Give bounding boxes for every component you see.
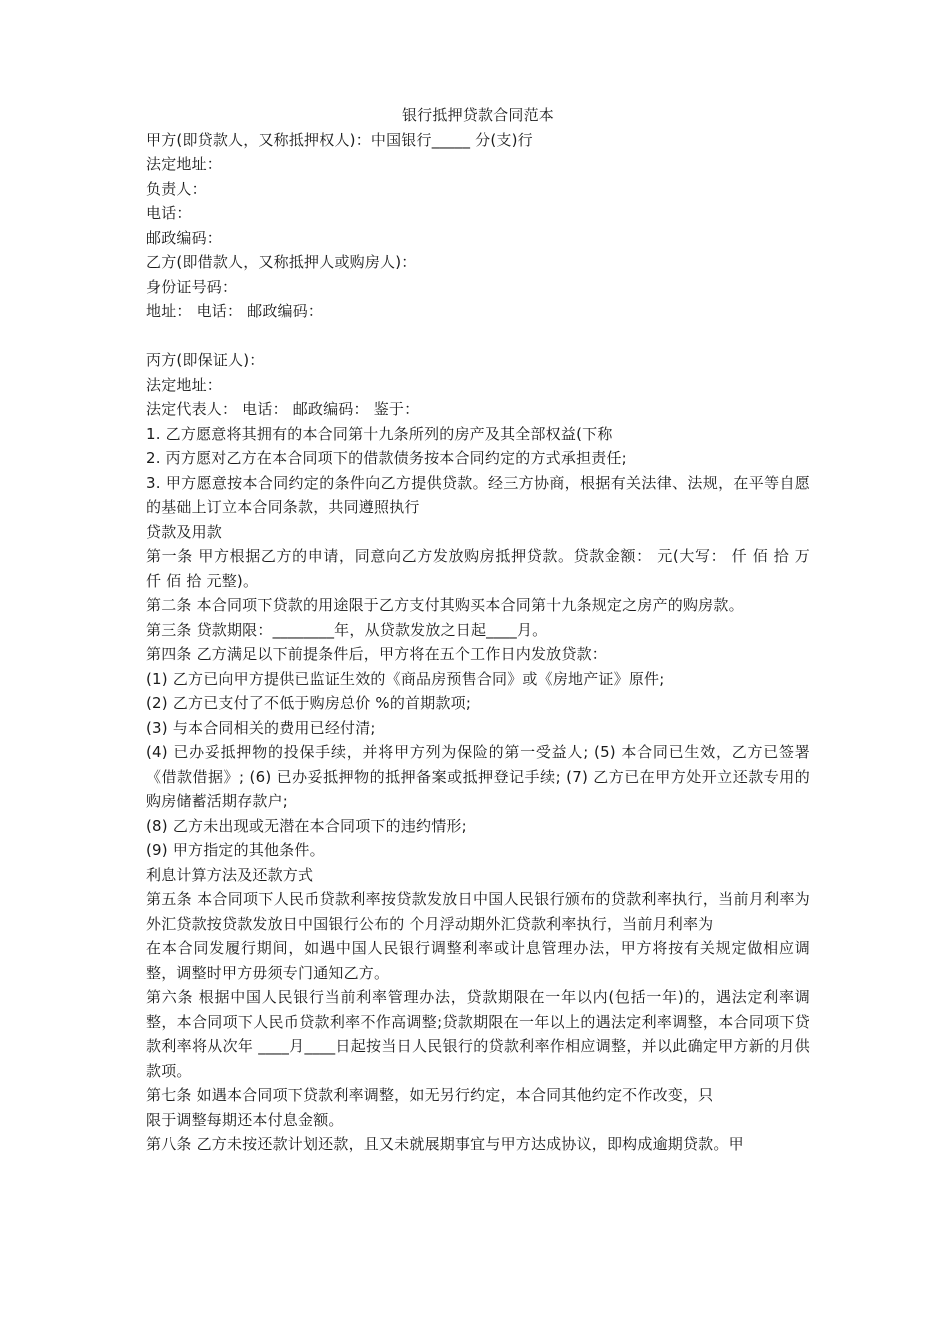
party-a-postcode: 邮政编码： (146, 228, 223, 247)
document-body (146, 103, 810, 1157)
whereas-item: 1. 乙方愿意将其拥有的本合同第十九条所列的房产及其全部权益(下称 (146, 424, 613, 443)
condition-item: (9) 甲方指定的其他条件。 (146, 841, 325, 859)
section-heading-interest: 利息计算方法及还款方式 (146, 865, 314, 884)
condition-item: (4) 已办妥抵押物的投保手续，并将甲方列为保险的第一受益人; (5) 本合同已生效，乙方已签署《借款借据》; (6) 已办妥抵押物的抵押备案或抵押登记手续; (7) 乙方已在甲方处开立还款专用的购房储蓄活期存款户; (146, 743, 810, 810)
section-heading-loan: 贷款及用款 (146, 522, 223, 541)
article-5: 第五条 本合同项下人民币贷款利率按贷款发放日中国人民银行颁布的贷款利率执行，当前月利率为 外汇贷款按贷款发放日中国银行公布的 个月浮动期外汇贷款利率执行，当前月利率为 (146, 890, 810, 933)
party-c-contact: 法定代表人： 电话： 邮政编码： 鉴于： (146, 400, 420, 418)
party-b-block (146, 250, 810, 324)
spacer (146, 324, 810, 349)
party-b-line: 乙方(即借款人，又称抵押人或购房人)： (146, 253, 417, 271)
party-a-line: 甲方(即贷款人，又称抵押权人)：中国银行_____ 分(支)行 (146, 130, 533, 149)
condition-item: (8) 乙方未出现或无潜在本合同项下的违约情形; (146, 816, 467, 835)
party-c-address: 法定地址： (146, 375, 223, 394)
condition-item: (3) 与本合同相关的费用已经付清; (146, 718, 376, 737)
article-7-continued: 限于调整每期还本付息金额。 (146, 1110, 344, 1129)
article-7: 第七条 如遇本合同项下贷款利率调整，如无另行约定，本合同其他约定不作改变，只 (146, 1086, 714, 1104)
party-b-contact: 地址： 电话： 邮政编码： (146, 302, 324, 320)
condition-item: (2) 乙方已支付了不低于购房总价 %的首期款项; (146, 694, 472, 712)
party-b-id: 身份证号码： (146, 277, 238, 296)
whereas-block (146, 422, 810, 520)
article-4: 第四条 乙方满足以下前提条件后，甲方将在五个工作日内发放贷款： (146, 645, 607, 663)
party-c-block (146, 348, 810, 422)
document-title: 银行抵押贷款合同范本 (401, 106, 554, 124)
article-6: 第六条 根据中国人民银行当前利率管理办法，贷款期限在一年以内(包括一年)的，遇法定利率调整，本合同项下人民币贷款利率不作高调整;贷款期限在一年以上的遇法定利率调整，本合同项下贷款利率将从次年 ____月____日起按当日人民银行的贷款利率作相应调整，并以此确定甲方新的月供款项。 (146, 988, 810, 1080)
article-5-continued: 在本合同发履行期间，如遇中国人民银行调整利率或计息管理办法，甲方将按有关规定做相应调整，调整时甲方毋须专门通知乙方。 (146, 939, 810, 982)
party-a-phone: 电话： (146, 204, 192, 222)
article-2: 第二条 本合同项下贷款的用途限于乙方支付其购买本合同第十九条规定之房产的购房款。 (146, 596, 744, 614)
article-3: 第三条 贷款期限：________年，从贷款发放之日起____月。 (146, 620, 548, 639)
conditions-list (146, 667, 810, 863)
article-1: 第一条 甲方根据乙方的申请，同意向乙方发放购房抵押贷款。贷款金额： 元(大写： 仟 佰 拾 万 仟 佰 拾 元整)。 (146, 547, 810, 590)
whereas-item: 3. 甲方愿意按本合同约定的条件向乙方提供贷款。经三方协商，根据有关法律、法规，在平等自愿的基础上订立本合同条款，共同遵照执行 (146, 473, 810, 516)
party-a-address: 法定地址： (146, 155, 223, 173)
party-a-principal: 负责人： (146, 179, 207, 198)
party-a-block (146, 128, 810, 251)
party-c-line: 丙方(即保证人)： (146, 351, 265, 369)
condition-item: (1) 乙方已向甲方提供已监证生效的《商品房预售合同》或《房地产证》原件; (146, 669, 665, 688)
whereas-item: 2. 丙方愿对乙方在本合同项下的借款债务按本合同约定的方式承担责任; (146, 449, 627, 467)
article-8: 第八条 乙方未按还款计划还款，且又未就展期事宜与甲方达成协议，即构成逾期贷款。甲 (146, 1135, 744, 1153)
